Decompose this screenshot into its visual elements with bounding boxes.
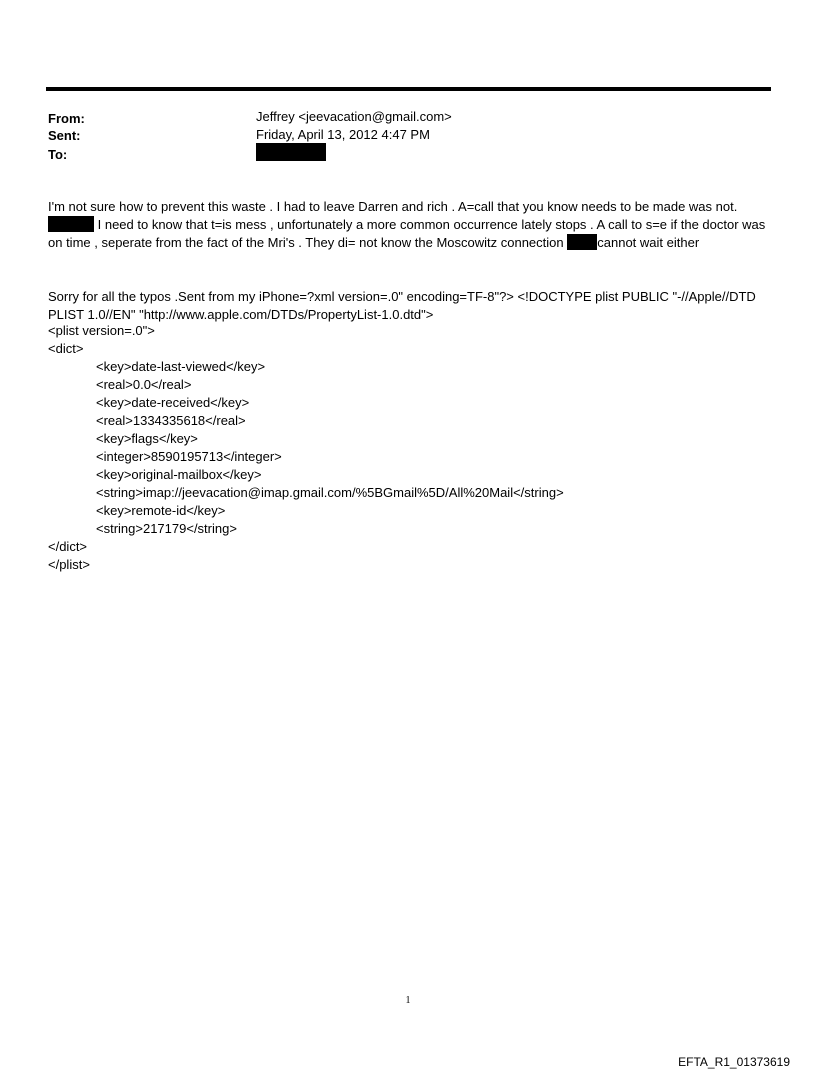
plist-close: </plist> [48,557,90,572]
page-number: 1 [405,995,411,1006]
plist-line: <key>original-mailbox</key> [96,467,262,482]
message-paragraph-1 [48,198,772,252]
plist-line: <key>date-received</key> [96,395,250,410]
plist-line: <real>0.0</real> [96,377,192,392]
from-value: Jeffrey <jeevacation@gmail.com> [256,109,452,124]
plist-line: <string>imap://jeevacation@imap.gmail.com/%5BGmail%5D/All%20Mail</string> [96,485,564,500]
sent-label: Sent: [48,128,81,143]
plist-line: <key>remote-id</key> [96,503,226,518]
paragraph-1-part-c: cannot wait either [597,235,700,250]
bates-number: EFTA_R1_01373619 [678,1055,790,1069]
plist-block [48,322,564,574]
sent-value: Friday, April 13, 2012 4:47 PM [256,127,430,142]
header-rule [46,87,771,91]
redaction-block-2 [567,234,597,250]
redaction-block-1 [48,216,94,232]
plist-line: <string>217179</string> [96,521,237,536]
from-label: From: [48,111,85,126]
to-redaction [256,143,326,161]
dict-close: </dict> [48,539,88,554]
paragraph-1-part-a: I'm not sure how to prevent this waste . I had to leave Darren and rich . A=call that you know needs to be made was not. [48,199,738,214]
paragraph-1-part-b: I need to know that t=is mess , unfortunately a more common occurrence lately stops . A call to s=e if the doctor was on time , seperate from the fact of the Mri's . They di= not know the Moscowitz connection [48,217,766,250]
plist-open: <plist version=.0"> [48,323,155,338]
plist-line: <key>date-last-viewed</key> [96,359,266,374]
plist-line: <key>flags</key> [96,431,198,446]
message-paragraph-2: Sorry for all the typos .Sent from my iPhone=?xml version=.0" encoding=TF-8"?> <!DOCTYPE plist PUBLIC "-//Apple//DTD PLIST 1.0//EN" "http://www.apple.com/DTDs/PropertyList-1.0.dtd"> [48,289,756,322]
plist-line: <real>1334335618</real> [96,413,246,428]
to-label: To: [48,147,68,162]
plist-line: <integer>8590195713</integer> [96,449,282,464]
dict-open: <dict> [48,341,84,356]
